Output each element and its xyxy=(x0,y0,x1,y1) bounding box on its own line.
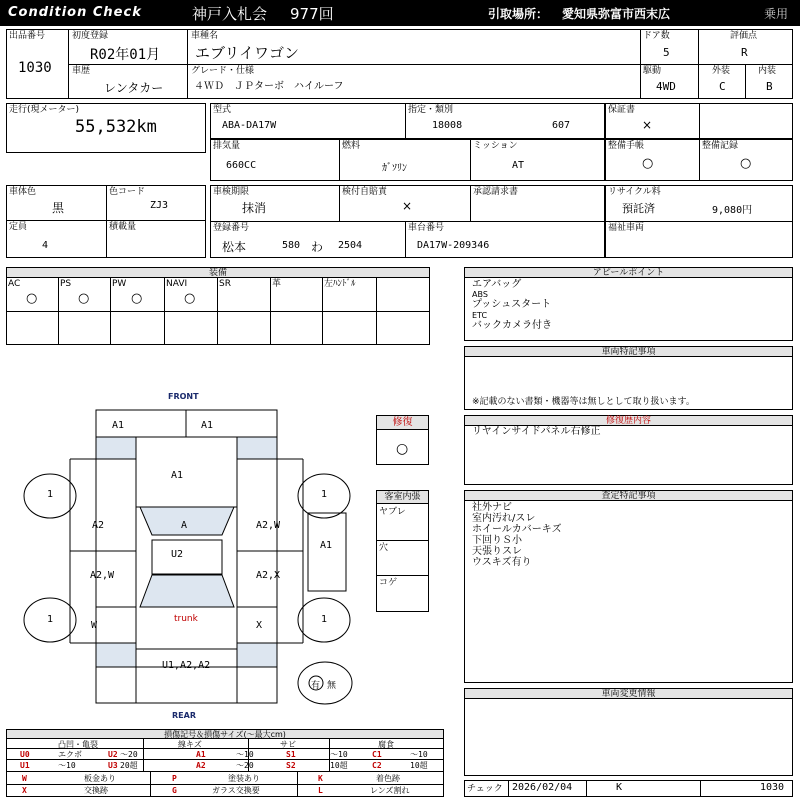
legend-group-scratch: 線キズ xyxy=(178,740,202,749)
appeal-line-1: エアバッグ xyxy=(472,279,522,290)
legend-code-a2: A2 xyxy=(196,761,206,770)
history-label: 車歴 xyxy=(72,66,91,76)
exterior: C xyxy=(719,80,726,93)
drive: 4WD xyxy=(656,80,676,93)
engine-row xyxy=(210,139,605,181)
service-label: 整備記録 xyxy=(702,141,739,151)
equip-navi-label: NAVI xyxy=(166,279,188,289)
legend-desc-u1: 〜10 xyxy=(58,761,76,770)
equip-pw-value: ○ xyxy=(131,291,143,306)
legend-mark-k-desc: 着色跡 xyxy=(376,774,400,783)
doors: 5 xyxy=(663,46,670,59)
exterior-label: 外装 xyxy=(712,66,731,76)
special-notes-text: ※記載のない書類・機器等は無しとして取り扱います。 xyxy=(472,397,695,407)
interior-hole: 穴 xyxy=(379,543,389,553)
car-name: エブリイワゴン xyxy=(195,44,299,62)
repair-content-title: 修復歴内容 xyxy=(465,416,792,426)
car-name-label: 車種名 xyxy=(191,31,219,41)
manual-label: 整備手帳 xyxy=(608,141,645,151)
mark-windshield: A xyxy=(181,520,188,531)
load-label: 積載量 xyxy=(109,222,137,232)
manual: ○ xyxy=(642,156,654,171)
designation: 18008 xyxy=(432,120,463,131)
check-inspector: K xyxy=(616,782,623,793)
legend-code-s2: S2 xyxy=(286,761,296,770)
pickup-place: 愛知県弥富市西末広 xyxy=(562,7,671,21)
mark-fr-door: A2,W xyxy=(256,520,281,531)
legend-desc-c1: 〜10 xyxy=(410,750,428,759)
legend-mark-w: W xyxy=(22,774,27,783)
mark-tire-fr: 1 xyxy=(321,489,328,500)
equip-lhd-label: 左ﾊﾝﾄﾞﾙ xyxy=(324,279,356,289)
plate-area: 松本 xyxy=(222,240,247,254)
lot-no: 1030 xyxy=(18,60,52,76)
legend-code-u0: U0 xyxy=(20,750,30,759)
legend-mark-x-desc: 交換跡 xyxy=(84,786,108,795)
legend-mark-l-desc: レンズ割れ xyxy=(370,786,410,795)
plate-kana: わ xyxy=(311,240,324,254)
legend-desc-a1: 〜10 xyxy=(236,750,254,759)
mark-tire-rr: 1 xyxy=(321,614,328,625)
inspection: 抹消 xyxy=(242,201,267,215)
legend-group-corrosion: 腐食 xyxy=(378,740,394,749)
approval-label: 承認請求書 xyxy=(473,187,519,197)
legend-desc-u0: エクボ xyxy=(58,750,82,759)
mark-tire-rl: 1 xyxy=(47,614,54,625)
displacement-label: 排気量 xyxy=(213,141,241,151)
legend-desc-u2: 〜20 xyxy=(120,750,138,759)
appraisal-line-4: 下回りＳ小 xyxy=(472,535,522,546)
recycle-fee: 9,080円 xyxy=(712,205,753,216)
legend-desc-s2: 10超 xyxy=(330,761,348,770)
insurance-label: 検付自賠責 xyxy=(342,187,388,197)
mark-front-left: A1 xyxy=(112,420,125,431)
legend-code-u2: U2 xyxy=(108,750,118,759)
equipment-title: 装備 xyxy=(7,268,429,278)
spare-yes: 有 xyxy=(311,681,321,691)
mileage: 55,532km xyxy=(75,117,157,137)
interior-label: 内装 xyxy=(758,66,777,76)
appeal-line-5: バックカメラ付き xyxy=(472,320,552,331)
appeal-line-3: プッシュスタート xyxy=(472,299,552,310)
special-notes-title: 車両特記事項 xyxy=(465,347,792,357)
appraisal-title: 査定特記事項 xyxy=(465,491,792,501)
repair-content-text: リヤインサイドパネル右修正 xyxy=(472,426,601,437)
first-reg: R02年01月 xyxy=(90,47,161,63)
doors-label: ドア数 xyxy=(643,31,670,41)
legend-mark-l: L xyxy=(318,786,323,795)
designation-label: 指定・類別 xyxy=(408,105,454,115)
legend-group-rust: サビ xyxy=(280,740,296,749)
legend-mark-p-desc: 塗装あり xyxy=(228,774,260,783)
check-lot: 1030 xyxy=(760,782,785,793)
plate-no: 2504 xyxy=(338,240,363,251)
interior-trim-title: 客室内張 xyxy=(377,491,428,504)
appeal-line-4: ETC xyxy=(472,311,488,320)
repair-value: ○ xyxy=(396,441,409,457)
repair-label: 修復 xyxy=(377,416,428,430)
grade-label: グレード・仕様 xyxy=(191,66,255,76)
color: 黒 xyxy=(52,201,65,215)
equip-navi-value: ○ xyxy=(184,291,196,306)
appeal-line-2: ABS xyxy=(472,290,488,299)
lot-no-label: 出品番号 xyxy=(9,31,46,41)
model-label: 型式 xyxy=(213,105,232,115)
recycle-label: リサイクル料 xyxy=(608,187,661,197)
plate-class: 580 xyxy=(282,240,301,251)
interior-tear: ヤブレ xyxy=(379,507,406,517)
inspection-label: 車検期限 xyxy=(213,187,250,197)
legend-desc-a2: 〜20 xyxy=(236,761,254,770)
check-date: 2026/02/04 xyxy=(512,782,573,793)
interior-burn: コゲ xyxy=(379,578,398,588)
appraisal-line-3: ホイールカバーキズ xyxy=(472,524,562,535)
warranty-label: 保証書 xyxy=(608,105,636,115)
auction-count: 977回 xyxy=(290,5,334,23)
front-label: FRONT xyxy=(168,392,199,401)
legend-code-u3: U3 xyxy=(108,761,118,770)
change-info-panel xyxy=(464,688,793,776)
equip-leather-label: 革 xyxy=(272,279,282,289)
mark-fl-door: A2 xyxy=(92,520,105,531)
legend-desc-c2: 10超 xyxy=(410,761,428,770)
legend-mark-k: K xyxy=(318,774,323,783)
mark-rl-door: A2,W xyxy=(90,570,115,581)
legend-desc-u3: 20超 xyxy=(120,761,138,770)
plate-label: 登録番号 xyxy=(213,223,250,233)
history: レンタカー xyxy=(104,81,164,95)
welfare-label: 福祉車両 xyxy=(608,223,645,233)
capacity-label: 定員 xyxy=(9,222,28,232)
check-label: チェック xyxy=(467,784,503,794)
legend-code-s1: S1 xyxy=(286,750,296,759)
change-info-title: 車両変更情報 xyxy=(465,689,792,699)
warranty: × xyxy=(642,118,653,132)
pickup-label: 引取場所： xyxy=(488,7,549,21)
mileage-label: 走行(現メーター) xyxy=(9,105,80,115)
mission: AT xyxy=(512,160,525,171)
sheet-title: Condition Check xyxy=(8,5,142,20)
trunk-label: trunk xyxy=(174,614,198,624)
mark-hood: A1 xyxy=(171,470,184,481)
mark-rear-right: X xyxy=(256,620,263,631)
legend-code-a1: A1 xyxy=(196,750,206,759)
mark-roof: U2 xyxy=(171,549,184,560)
model: ABA-DA17W xyxy=(222,120,277,131)
vehicle-use: 乗用 xyxy=(764,7,789,21)
color-label: 車体色 xyxy=(9,187,37,197)
legend-mark-g: G xyxy=(172,786,177,795)
mark-rear-bumper: U1,A2,A2 xyxy=(162,660,211,671)
rear-label: REAR xyxy=(172,711,196,720)
first-reg-label: 初度登録 xyxy=(72,31,109,41)
car-diagram xyxy=(0,385,375,725)
color-code: ZJ3 xyxy=(150,200,169,211)
capacity: 4 xyxy=(42,240,49,251)
grade-score-label: 評価点 xyxy=(730,31,758,41)
recycle-status: 預託済 xyxy=(622,202,655,215)
mark-right-side: A1 xyxy=(320,540,333,551)
appraisal-line-6: ウスキズ有り xyxy=(472,557,532,568)
insurance: × xyxy=(402,199,413,213)
legend-code-c1: C1 xyxy=(372,750,382,759)
mission-label: ミッション xyxy=(473,141,518,151)
auction-name: 神戸入札会 xyxy=(192,5,268,23)
spare-no: 無 xyxy=(327,681,337,691)
displacement: 660CC xyxy=(226,160,257,171)
legend-group-dent: 凸凹・亀裂 xyxy=(58,740,98,749)
equip-ac-value: ○ xyxy=(26,291,38,306)
equip-sr-label: SR xyxy=(219,279,231,289)
legend-mark-w-desc: 板金あり xyxy=(84,774,116,783)
mark-rr-door: A2,X xyxy=(256,570,281,581)
fuel-label: 燃料 xyxy=(342,141,361,151)
legend-code-c2: C2 xyxy=(372,761,382,770)
legend-desc-s1: 〜10 xyxy=(330,750,348,759)
legend-mark-x: X xyxy=(22,786,27,795)
equip-ps-value: ○ xyxy=(78,291,90,306)
appraisal-line-1: 社外ナビ xyxy=(472,502,512,513)
category: 607 xyxy=(552,120,571,131)
appraisal-line-5: 天張りスレ xyxy=(472,546,522,557)
equip-pw-label: PW xyxy=(112,279,127,289)
mark-front-right: A1 xyxy=(201,420,214,431)
legend-title: 損傷記号＆損傷サイズ(〜最大cm) xyxy=(7,730,443,739)
fuel: ｶﾞｿﾘﾝ xyxy=(382,163,407,174)
appraisal-line-2: 室内汚れ/スレ xyxy=(472,513,536,524)
mark-rear-left: W xyxy=(91,620,98,631)
legend-mark-p: P xyxy=(172,774,177,783)
interior: B xyxy=(766,80,773,93)
service: ○ xyxy=(740,156,752,171)
appeal-title: アピールポイント xyxy=(465,268,792,278)
mark-tire-fl: 1 xyxy=(47,489,54,500)
grade: ４ＷＤ ＪＰターボ ハイルーフ xyxy=(194,81,344,92)
color-code-label: 色コード xyxy=(109,187,146,197)
legend-code-u1: U1 xyxy=(20,761,30,770)
grade-score: R xyxy=(741,46,748,59)
legend-mark-g-desc: ガラス交換要 xyxy=(212,786,260,795)
equip-ps-label: PS xyxy=(60,279,72,289)
header-bar xyxy=(0,0,800,26)
chassis: DA17W-209346 xyxy=(417,240,490,251)
drive-label: 駆動 xyxy=(643,66,662,76)
chassis-label: 車台番号 xyxy=(408,223,445,233)
equip-ac-label: AC xyxy=(8,279,21,289)
